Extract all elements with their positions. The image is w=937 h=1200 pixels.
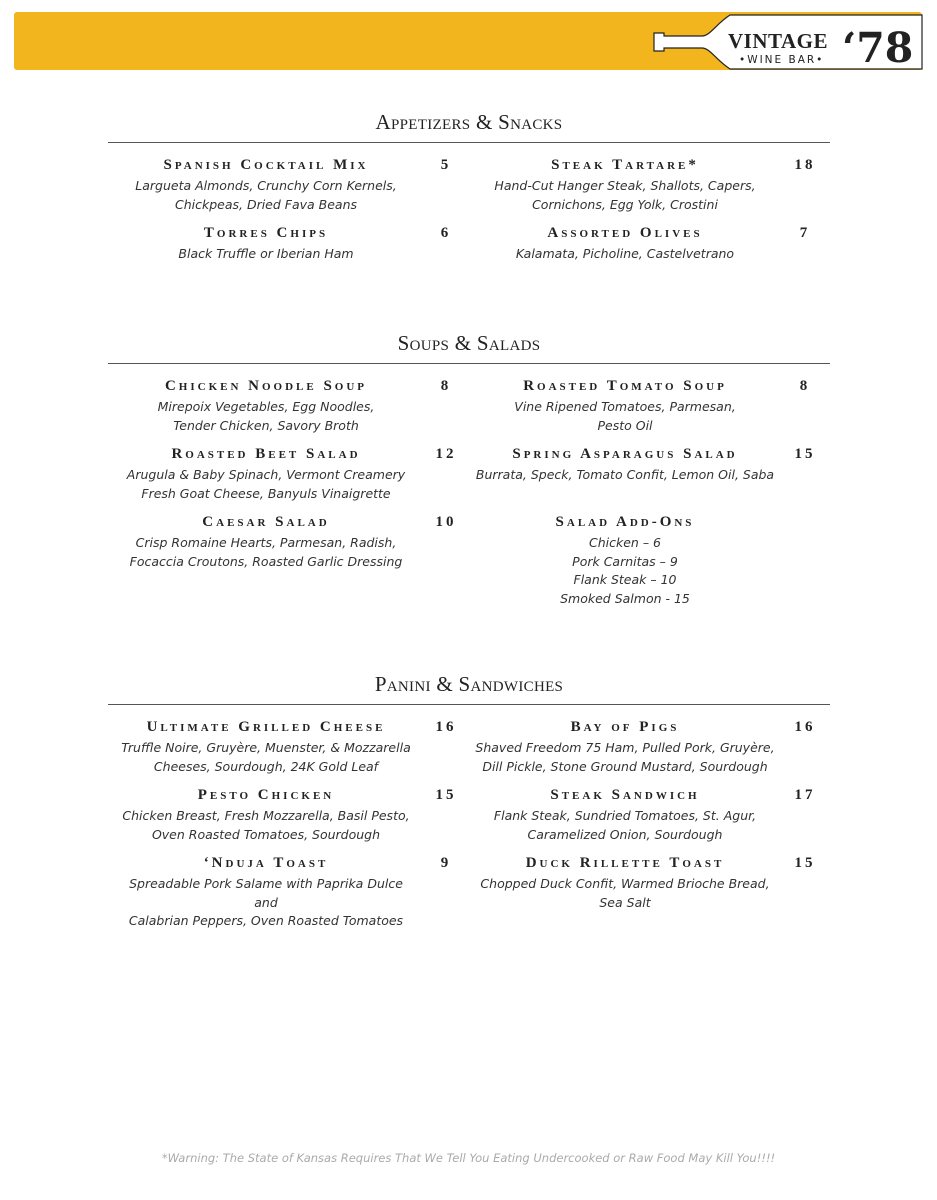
description-line: Shaved Freedom 75 Ham, Pulled Pork, Gruyère, xyxy=(475,740,775,755)
item-description xyxy=(475,739,775,776)
item-price: 8 xyxy=(440,378,452,394)
item-description xyxy=(116,466,416,503)
description-line: Focaccia Croutons, Roasted Garlic Dressing xyxy=(129,553,403,569)
menu-item-bay-of-pigs xyxy=(475,717,775,776)
item-price: 10 xyxy=(435,514,457,530)
menu-item-assorted-olives xyxy=(475,223,775,264)
item-name: Spanish Cocktail Mix xyxy=(163,157,369,173)
item-price: 18 xyxy=(794,157,816,173)
item-name: Torres Chips xyxy=(203,225,329,241)
section-divider xyxy=(108,142,830,143)
description-line: Kalamata, Picholine, Castelvetrano xyxy=(515,246,735,261)
item-description xyxy=(116,177,416,214)
item-description xyxy=(116,245,416,264)
add-on-option: Flank Steak – 10 xyxy=(573,572,677,587)
item-name: ‘Nduja Toast xyxy=(203,855,329,871)
item-name: Salad Add-Ons xyxy=(555,514,695,530)
description-line: Chicken Breast, Fresh Mozzarella, Basil Pesto, xyxy=(122,808,410,823)
item-name: Roasted Beet Salad xyxy=(171,446,361,462)
section-title-soups-salads: Soups & Salads xyxy=(397,331,541,355)
wine-bottle-logo-icon xyxy=(650,12,924,72)
logo-year: ‘78 xyxy=(842,24,914,72)
description-line: Sea Salt xyxy=(599,894,651,910)
item-description xyxy=(475,534,775,608)
description-line: Hand-Cut Hanger Steak, Shallots, Capers, xyxy=(494,178,756,193)
item-price: 9 xyxy=(440,855,452,871)
item-description xyxy=(475,875,775,912)
description-line: Crisp Romaine Hearts, Parmesan, Radish, xyxy=(135,535,397,550)
description-line: Calabrian Peppers, Oven Roasted Tomatoes xyxy=(128,913,404,928)
item-price: 15 xyxy=(435,787,457,803)
item-description xyxy=(116,875,416,931)
description-line: Caramelized Onion, Sourdough xyxy=(527,826,723,842)
description-line: Spreadable Pork Salame with Paprika Dulce and xyxy=(129,876,403,910)
menu-item-caesar-salad xyxy=(116,512,416,571)
item-name: Spring Asparagus Salad xyxy=(512,446,738,462)
description-line: Oven Roasted Tomatoes, Sourdough xyxy=(151,826,381,842)
footer-warning: *Warning: The State of Kansas Requires That We Tell You Eating Undercooked or Raw Food May Kill You!!!! xyxy=(161,1151,776,1165)
description-line: Fresh Goat Cheese, Banyuls Vinaigrette xyxy=(141,485,391,501)
section-divider xyxy=(108,363,830,364)
menu-item-ultimate-grilled-cheese xyxy=(116,717,416,776)
item-price: 16 xyxy=(794,719,816,735)
description-line: Cheeses, Sourdough, 24K Gold Leaf xyxy=(153,758,379,774)
menu-item-duck-rillette-toast xyxy=(475,853,775,912)
add-on-option: Smoked Salmon - 15 xyxy=(560,590,690,606)
logo-subtitle: •WINE BAR• xyxy=(739,54,825,66)
item-price: 6 xyxy=(440,225,452,241)
item-price: 5 xyxy=(440,157,452,173)
add-on-option: Chicken – 6 xyxy=(589,535,661,550)
item-name: Chicken Noodle Soup xyxy=(164,378,368,394)
item-description xyxy=(475,245,775,264)
section-title-appetizers: Appetizers & Snacks xyxy=(375,110,563,134)
add-on-option: Pork Carnitas – 9 xyxy=(572,553,678,569)
description-line: Tender Chicken, Savory Broth xyxy=(173,417,359,433)
item-name: Steak Tartare* xyxy=(551,157,699,173)
menu-item-steak-tartare xyxy=(475,155,775,214)
item-name: Pesto Chicken xyxy=(197,787,335,803)
item-description xyxy=(116,398,416,435)
item-description xyxy=(116,534,416,571)
menu-item-spanish-cocktail-mix xyxy=(116,155,416,214)
item-name: Duck Rillette Toast xyxy=(525,855,725,871)
description-line: Burrata, Speck, Tomato Confit, Lemon Oil, Saba xyxy=(475,467,775,482)
item-name: Ultimate Grilled Cheese xyxy=(146,719,386,735)
description-line: Arugula & Baby Spinach, Vermont Creamery xyxy=(126,467,406,482)
item-price: 8 xyxy=(799,378,811,394)
menu-item-chicken-noodle-soup xyxy=(116,376,416,435)
item-price: 15 xyxy=(794,446,816,462)
vintage-78-logo xyxy=(650,12,924,72)
item-price: 16 xyxy=(435,719,457,735)
description-line: Truffle Noire, Gruyère, Muenster, & Mozzarella xyxy=(121,740,411,755)
item-price: 17 xyxy=(794,787,816,803)
menu-item-steak-sandwich xyxy=(475,785,775,844)
item-description xyxy=(475,398,775,435)
item-price: 7 xyxy=(799,225,811,241)
item-name: Assorted Olives xyxy=(547,225,703,241)
menu-item-torres-chips xyxy=(116,223,416,264)
item-name: Steak Sandwich xyxy=(550,787,700,803)
description-line: Largueta Almonds, Crunchy Corn Kernels, xyxy=(135,178,397,193)
item-description xyxy=(475,177,775,214)
menu-item-spring-asparagus-salad xyxy=(475,444,775,485)
menu-item-roasted-beet-salad xyxy=(116,444,416,503)
item-description xyxy=(116,807,416,844)
menu-item-nduja-toast xyxy=(116,853,416,931)
item-name: Roasted Tomato Soup xyxy=(523,378,727,394)
item-price: 12 xyxy=(435,446,457,462)
description-line: Chopped Duck Confit, Warmed Brioche Bread, xyxy=(480,876,770,891)
description-line: Cornichons, Egg Yolk, Crostini xyxy=(532,196,718,212)
item-description xyxy=(116,739,416,776)
description-line: Pesto Oil xyxy=(597,417,653,433)
item-name: Caesar Salad xyxy=(202,514,330,530)
description-line: Dill Pickle, Stone Ground Mustard, Sourdough xyxy=(482,758,768,774)
description-line: Mirepoix Vegetables, Egg Noodles, xyxy=(157,399,375,414)
description-line: Black Truffle or Iberian Ham xyxy=(178,246,354,261)
item-description xyxy=(475,807,775,844)
item-price: 15 xyxy=(794,855,816,871)
item-name: Bay of Pigs xyxy=(570,719,680,735)
description-line: Chickpeas, Dried Fava Beans xyxy=(174,196,358,212)
section-title-panini-sandwiches: Panini & Sandwiches xyxy=(374,672,564,696)
menu-item-pesto-chicken xyxy=(116,785,416,844)
description-line: Flank Steak, Sundried Tomatoes, St. Agur, xyxy=(493,808,757,823)
logo-name: VINTAGE xyxy=(728,29,828,53)
menu-item-salad-add-ons xyxy=(475,512,775,608)
description-line: Vine Ripened Tomatoes, Parmesan, xyxy=(514,399,736,414)
section-divider xyxy=(108,704,830,705)
item-description xyxy=(475,466,775,485)
menu-item-roasted-tomato-soup xyxy=(475,376,775,435)
